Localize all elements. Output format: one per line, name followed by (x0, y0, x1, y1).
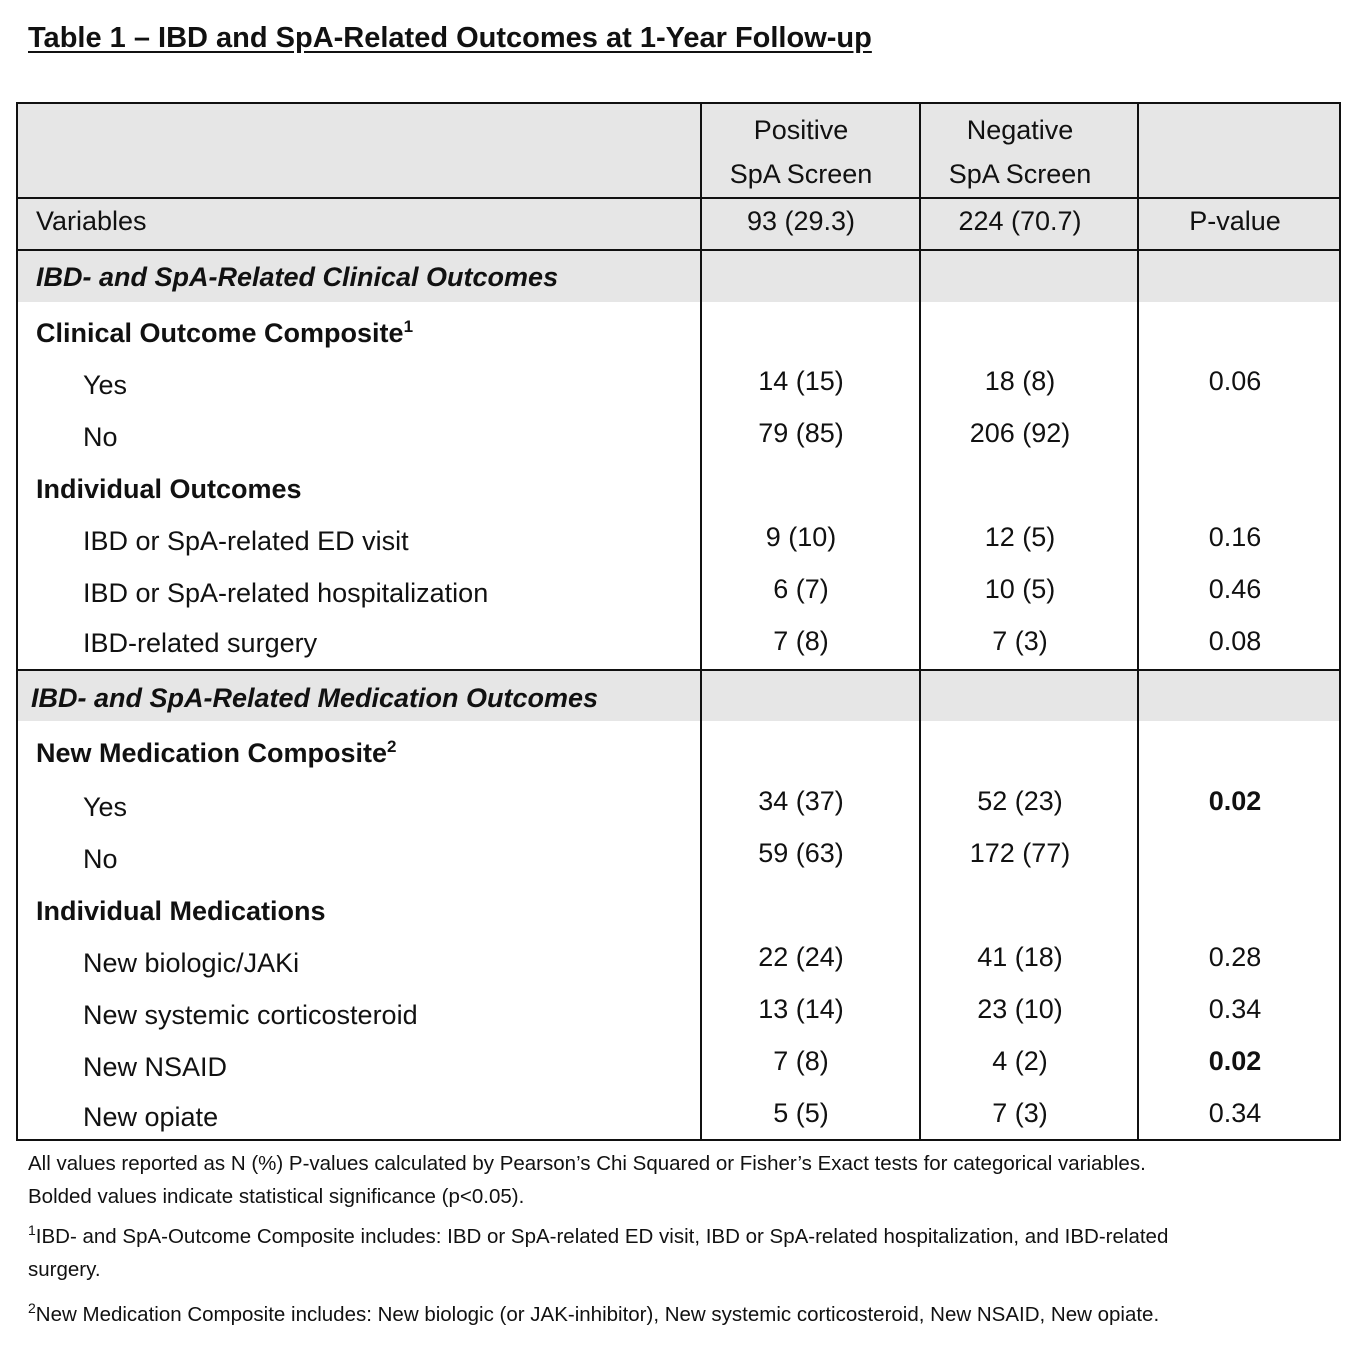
p-value: 0.34 (1208, 1098, 1262, 1128)
positive-value: 13 (14) (758, 994, 844, 1024)
group-label: Clinical Outcome Composite$^1$ (36, 317, 414, 348)
negative-value: 7 (3) (992, 626, 1048, 656)
p-value: 0.16 (1208, 522, 1262, 552)
positive-value: 5 (5) (773, 1098, 829, 1128)
row-label: New biologic/JAKi (83, 948, 300, 978)
negative-screen-header: Negative SpA Screen (948, 115, 1092, 189)
positive-value: 14 (15) (758, 366, 844, 396)
negative-value: 41 (18) (977, 942, 1063, 972)
outcomes-table (16, 102, 1341, 1141)
pvalue-header: P-value (1189, 206, 1281, 236)
positive-value: 6 (7) (773, 574, 829, 604)
row-label: IBD or SpA-related ED visit (83, 526, 409, 556)
positive-value: 7 (8) (773, 626, 829, 656)
column-divider (1137, 104, 1139, 1139)
row-label: New opiate (83, 1102, 219, 1132)
p-value: 0.28 (1208, 942, 1262, 972)
negative-value: 7 (3) (992, 1098, 1048, 1128)
p-value: 0.34 (1208, 994, 1262, 1024)
row-divider (18, 669, 1339, 671)
negative-value: 172 (77) (969, 838, 1071, 868)
footnote-mark: 2 (387, 737, 397, 756)
positive-n: 93 (29.3) (746, 206, 856, 236)
section-title-clinical: IBD- and SpA-Related Clinical Outcomes (36, 262, 559, 292)
row-label: No (83, 844, 118, 874)
group-label: New Medication Composite$^2$ (36, 737, 397, 768)
row-label: Yes (83, 792, 128, 822)
row-label: New NSAID (83, 1052, 228, 1082)
negative-value: 4 (2) (992, 1046, 1048, 1076)
negative-value: 52 (23) (977, 786, 1063, 816)
negative-value: 12 (5) (984, 522, 1056, 552)
positive-screen-header: Positive SpA Screen (729, 115, 873, 189)
footnote-mark: 1 (403, 317, 414, 336)
negative-value: 18 (8) (984, 366, 1056, 396)
row-divider (18, 197, 1339, 199)
p-value: 0.02 (1208, 1046, 1262, 1076)
positive-value: 9 (10) (765, 522, 837, 552)
footnote-1: $^1$IBD- and SpA-Outcome Composite includes: IBD or SpA-related ED visit, IBD or SpA-related hospitalization, and IBD-related surgery. (28, 1222, 1169, 1281)
negative-value: 206 (92) (969, 418, 1071, 448)
positive-value: 59 (63) (758, 838, 844, 868)
column-divider (919, 104, 921, 1139)
negative-value: 23 (10) (977, 994, 1063, 1024)
positive-value: 79 (85) (758, 418, 844, 448)
p-value: 0.46 (1208, 574, 1262, 604)
group-label: Individual Medications (36, 896, 326, 926)
p-value: 0.02 (1208, 786, 1262, 816)
positive-value: 7 (8) (773, 1046, 829, 1076)
footnote-general: All values reported as N (%) P-values calculated by Pearson’s Chi Squared or Fisher’s Exact tests for categorical variables. Bolded values indicate statistical significance (p<0.05). (28, 1152, 1146, 1208)
positive-value: 22 (24) (758, 942, 844, 972)
p-value: 0.08 (1208, 626, 1262, 656)
group-label: Individual Outcomes (36, 474, 302, 504)
variables-header: Variables (36, 206, 147, 236)
row-label: IBD or SpA-related hospitalization (83, 578, 489, 608)
table-header (18, 104, 1339, 250)
negative-value: 10 (5) (984, 574, 1056, 604)
row-label: No (83, 422, 118, 452)
p-value: 0.06 (1208, 366, 1262, 396)
row-label: Yes (83, 370, 128, 400)
positive-value: 34 (37) (758, 786, 844, 816)
row-label: IBD-related surgery (83, 628, 318, 658)
negative-n: 224 (70.7) (958, 206, 1082, 236)
row-divider (18, 249, 1339, 251)
column-divider (700, 104, 702, 1139)
section-title-medication: IBD- and SpA-Related Medication Outcomes (31, 683, 599, 713)
row-label: New systemic corticosteroid (83, 1000, 418, 1030)
table-title: Table 1 – IBD and SpA-Related Outcomes at 1-Year Follow-up (28, 22, 872, 54)
footnote-2: $^2$New Medication Composite includes: New biologic (or JAK-inhibitor), New systemic corticosteroid, New NSAID, New opiate. (28, 1300, 1160, 1326)
